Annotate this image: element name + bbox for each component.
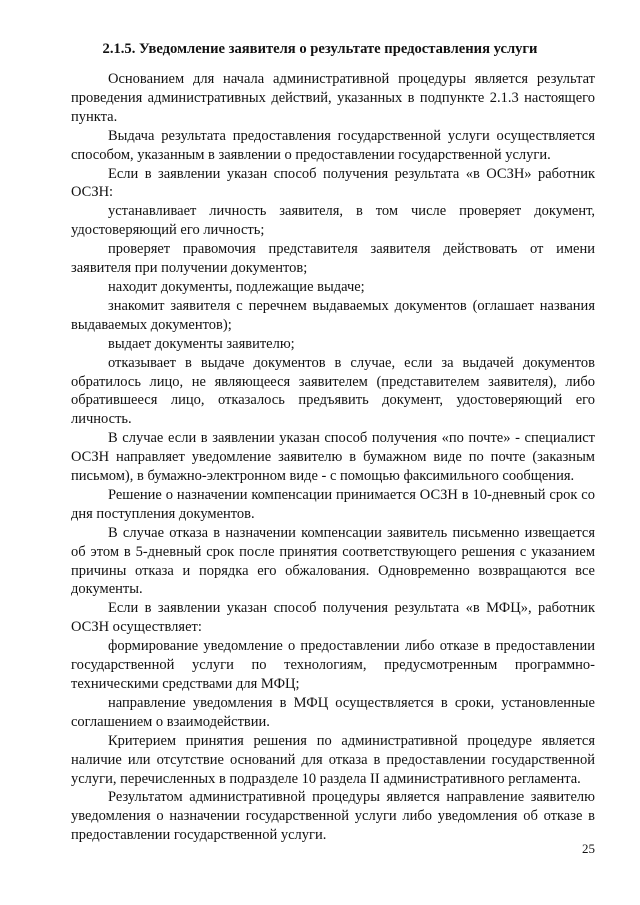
paragraph: Основанием для начала административной процедуры является результат проведения административных действий, указанных в подпункте 2.1.3 настоящего пункта.: [71, 71, 595, 125]
paragraph: Выдача результата предоставления государственной услуги осуществляется способом, указанным в заявлении о предоставлении государственной услуги.: [71, 127, 595, 163]
paragraph: выдает документы заявителю;: [108, 335, 295, 352]
section-heading: 2.1.5. Уведомление заявителя о результате предоставления услуги: [102, 41, 538, 57]
paragraph: устанавливает личность заявителя, в том числе проверяет документ, удостоверяющий его личность;: [71, 203, 595, 239]
paragraph: В случае если в заявлении указан способ получения «по почте» - специалист ОСЗН направляет уведомление заявителю в бумажном виде по почте (заказным письмом), в бумажно-электронном виде - с помощью факсимильного сообщения.: [71, 430, 595, 485]
page-number: 25: [582, 841, 595, 856]
paragraph: знакомит заявителя с перечнем выдаваемых документов (оглашает названия выдаваемых документов);: [71, 297, 595, 333]
paragraph: Результатом административной процедуры является направление заявителю уведомления о назначении государственной услуги либо уведомления об отказе в предоставлении государственной услуги.: [71, 789, 595, 844]
paragraph: проверяет правомочия представителя заявителя действовать от имени заявителя при получении документов;: [71, 241, 595, 277]
paragraph: Если в заявлении указан способ получения результата «в ОСЗН» работник ОСЗН:: [71, 165, 595, 201]
paragraph: В случае отказа в назначении компенсации заявитель письменно извещается об этом в 5-дневный срок после принятия соответствующего решения с указанием причины отказа и порядка его обжалования. Одновременно возвращаются все документы.: [71, 524, 595, 598]
paragraph: Если в заявлении указан способ получения результата «в МФЦ», работник ОСЗН осуществляет:: [71, 600, 595, 636]
paragraph: отказывает в выдаче документов в случае, если за выдачей документов обратилось лицо, не являющееся заявителем (представителем заявителя), либо обратившееся лицо, отказалось предъявить документ, удостоверяющий его личность.: [71, 354, 595, 428]
paragraph: направление уведомления в МФЦ осуществляется в сроки, установленные соглашением о взаимодействии.: [71, 694, 595, 730]
paragraph: формирование уведомление о предоставлении либо отказе в предоставлении государственной услуги по технологиям, предусмотренным программно-техническими средствами для МФЦ;: [71, 638, 595, 692]
paragraph: находит документы, подлежащие выдаче;: [108, 278, 365, 295]
paragraph: Критерием принятия решения по административной процедуре является наличие или отсутствие оснований для отказа в предоставлении государственной услуги, перечисленных в подразделе 10 раздела II административного регламента.: [71, 732, 595, 787]
paragraph: Решение о назначении компенсации принимается ОСЗН в 10-дневный срок со дня поступления документов.: [71, 486, 595, 522]
body-text: [71, 70, 595, 845]
